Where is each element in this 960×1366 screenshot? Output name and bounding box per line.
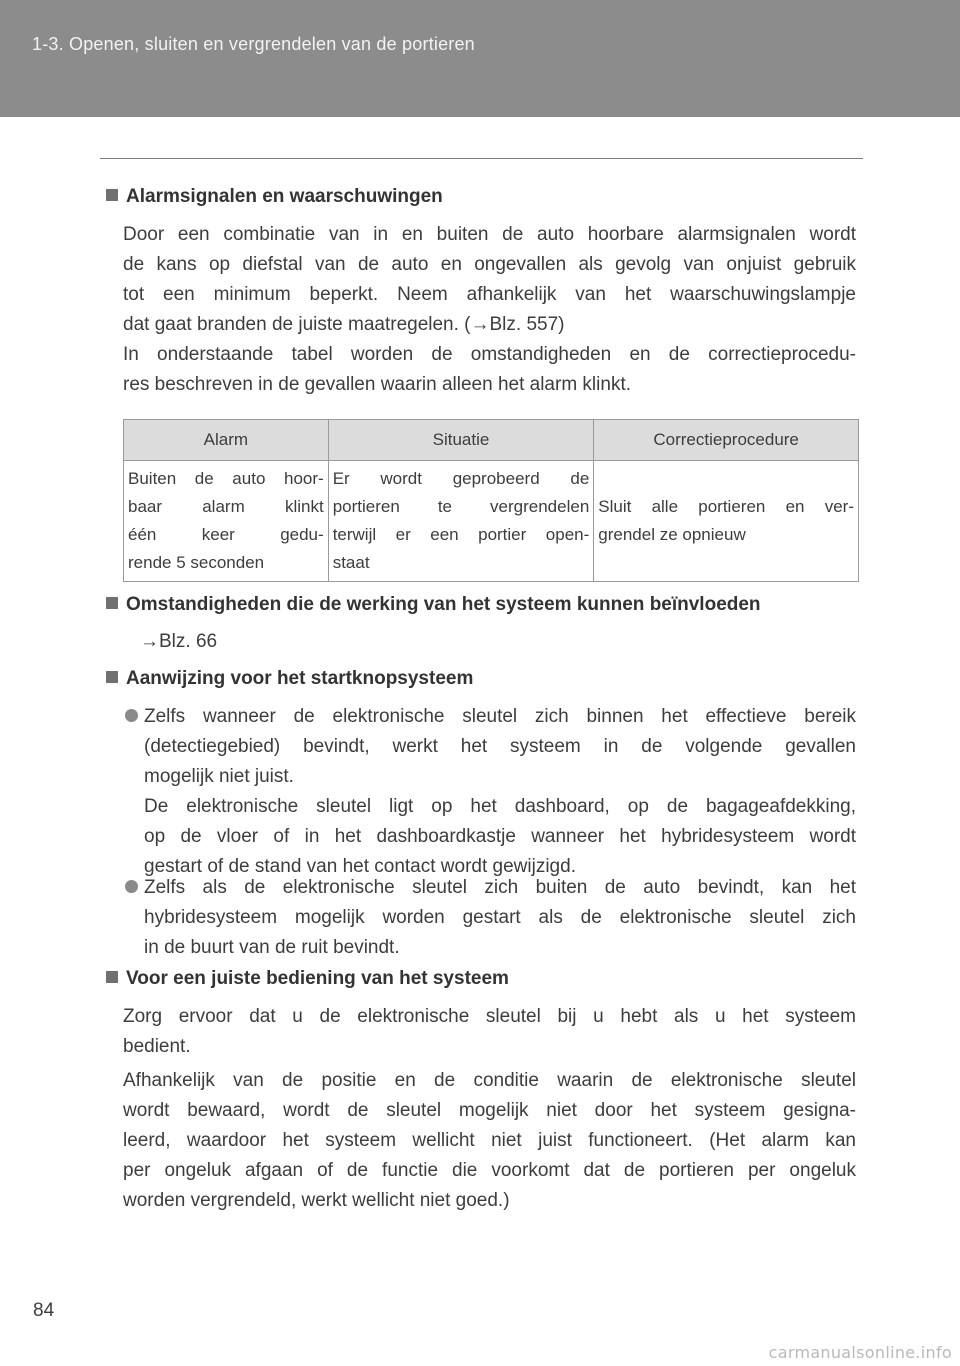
text-line: Afhankelijk van de positie en de conditie waarin de elektronische sleutel [123,1070,856,1091]
start-button-bullet-2 [125,873,856,963]
start-button-bullet-1 [125,702,856,882]
cell-line: Sluit alle portieren en ver- [598,497,854,516]
cell-line: baar alarm klinkt [128,497,324,516]
page-number: 84 [33,1300,55,1321]
table-row [124,461,859,582]
cell-line: grendel ze opnieuw [598,525,746,544]
cell-line: terwijl er een portier open- [332,525,590,544]
text-line: In onderstaande tabel worden de omstandigheden en de correctieprocedu- [123,344,856,365]
cell-line: Buiten de auto hoor- [128,469,324,488]
text-line: (detectiegebied) bevindt, werkt het systeem in de volgende gevallen [144,736,856,757]
section-title: 1-3. Openen, sluiten en vergrendelen van de portieren [32,34,475,54]
text-line: in de buurt van de ruit bevindt. [144,937,400,958]
operation-paragraph-1 [123,1002,856,1062]
table-header-row [124,420,859,461]
square-bullet-icon [106,971,118,983]
text-line: De elektronische sleutel ligt op het dashboard, op de bagageafdekking, [144,796,856,817]
text-line: Zelfs als de elektronische sleutel zich buiten de auto bevindt, kan het [144,877,856,898]
heading-conditions [106,594,761,616]
heading-operation [106,968,509,990]
cell-line: staat [332,553,370,572]
text-line: Zelfs wanneer de elektronische sleutel zich binnen het effectieve bereik [144,706,856,727]
watermark: carmanualsonline.info [768,1343,952,1362]
heading-start-button [106,668,473,690]
top-rule [100,158,863,159]
text-line: dat gaat branden de juiste maatregelen. (→Blz. 557) [123,314,565,335]
alarm-paragraph-1 [123,220,856,340]
text-line: hybridesysteem mogelijk worden gestart als de elektronische sleutel zich [144,907,856,928]
cell-line: één keer gedu- [128,525,324,544]
circle-bullet-icon [125,709,138,722]
heading-text: Voor een juiste bediening van het systeem [126,968,509,989]
text-line: de kans op diefstal van de auto en ongevallen als gevolg van onjuist gebruik [123,254,856,275]
text-line: Zorg ervoor dat u de elektronische sleutel bij u hebt als u het systeem [123,1006,856,1027]
square-bullet-icon [106,189,118,201]
col-header-situation: Situatie [328,420,594,461]
operation-paragraph-2 [123,1066,856,1216]
alarm-table [123,419,859,582]
circle-bullet-icon [125,880,138,893]
conditions-reference: →Blz. 66 [140,631,218,652]
cell-correction [594,461,859,582]
text-line: leerd, waardoor het systeem wellicht niet juist functioneert. (Het alarm kan [123,1130,856,1151]
cell-situation [328,461,594,582]
text-line: tot een minimum beperkt. Neem afhankelijk van het waarschuwingslampje [123,284,856,305]
col-header-alarm: Alarm [124,420,329,461]
page-header [0,0,960,117]
text-line: gestart of de stand van het contact wordt gewijzigd. [144,856,576,877]
text-line: res beschreven in de gevallen waarin alleen het alarm klinkt. [123,374,631,395]
cell-line: portieren te vergrendelen [332,497,590,516]
text-line: bedient. [123,1036,191,1057]
square-bullet-icon [106,597,118,609]
cell-line: Er wordt geprobeerd de [332,469,590,488]
cell-alarm [124,461,329,582]
cell-line: rende 5 seconden [128,553,265,572]
text-line: op de vloer of in het dashboardkastje wanneer het hybridesysteem wordt [144,826,856,847]
text-line: worden vergrendeld, werkt wellicht niet goed.) [123,1190,510,1211]
square-bullet-icon [106,671,118,683]
text-line: Door een combinatie van in en buiten de auto hoorbare alarmsignalen wordt [123,224,856,245]
heading-text: Aanwijzing voor het startknopsysteem [126,668,474,689]
text-line: per ongeluk afgaan of de functie die voorkomt dat de portieren per ongeluk [123,1160,856,1181]
heading-alarm-signals [106,186,443,208]
col-header-correction: Correctieprocedure [594,420,859,461]
heading-text: Omstandigheden die de werking van het systeem kunnen beïnvloeden [126,594,761,615]
heading-text: Alarmsignalen en waarschuwingen [126,186,443,207]
text-line: wordt bewaard, wordt de sleutel mogelijk niet door het systeem gesigna- [123,1100,856,1121]
text-line: mogelijk niet juist. [144,766,294,787]
alarm-paragraph-2 [123,340,856,400]
